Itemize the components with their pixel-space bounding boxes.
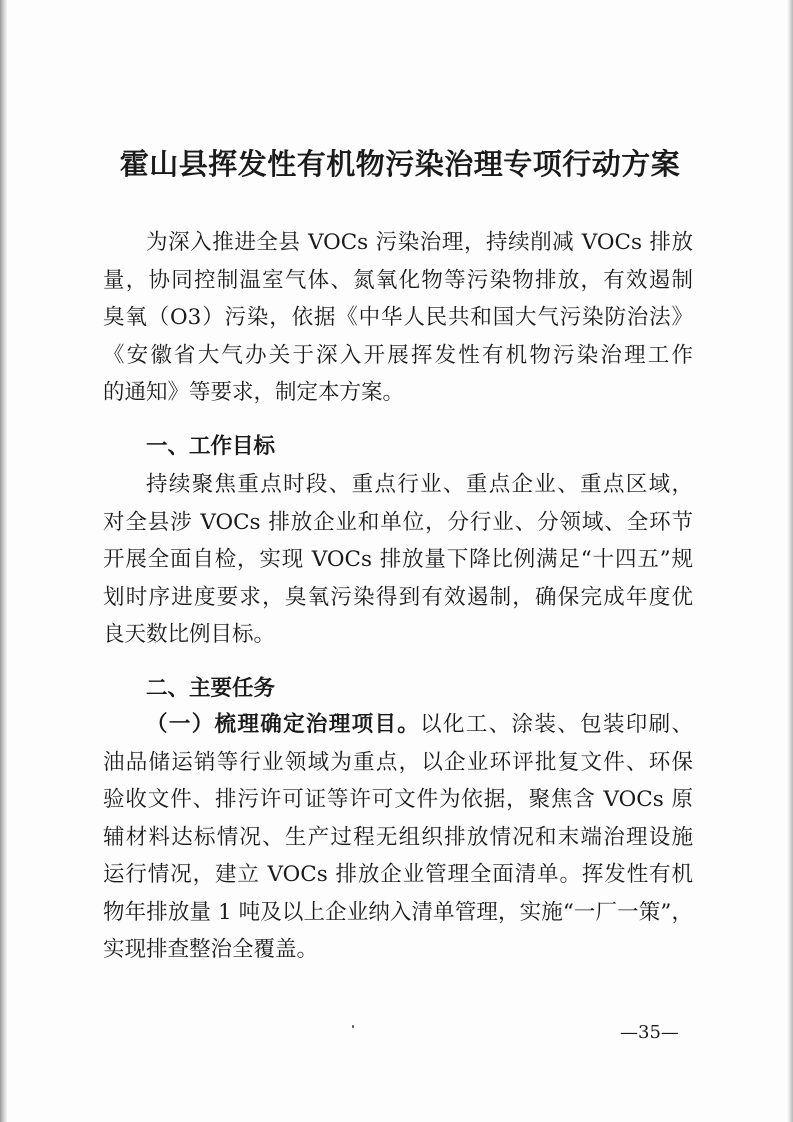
intro-paragraph: [103, 224, 693, 412]
section2-paragraph: [103, 706, 693, 969]
section-heading-main-tasks: 二、主要任务: [146, 676, 276, 701]
scan-edge-left: [0, 0, 7, 1122]
section1-line: 开展全面自检，实现 VOCs 排放量下降比例满足“十四五”规: [103, 547, 693, 572]
section2-line: 物年排放量 1 吨及以上企业纳入清单管理，实施“一厂一策”，: [103, 899, 693, 925]
page-number: —35—: [620, 1022, 679, 1043]
scan-speck: [352, 1025, 354, 1028]
section1-line: 对全县涉 VOCs 排放企业和单位，分行业、分领域、全环节: [103, 509, 693, 535]
section1-line: 划时序进度要求，臭氧污染得到有效遏制，确保完成年度优: [103, 584, 693, 610]
section1-line: 良天数比例目标。: [103, 622, 276, 647]
intro-line: 的通知》等要求，制定本方案。: [103, 380, 405, 405]
section1-line: 持续聚焦重点时段、重点行业、重点企业、重点区域，: [146, 472, 693, 497]
section2-line: 验收文件、排污许可证等许可文件为依据，聚焦含 VOCs 原: [103, 787, 693, 812]
intro-line: 为深入推进全县 VOCs 污染治理，持续削减 VOCs 排放: [146, 230, 693, 255]
item-lead-rest: 以化工、涂装、包装印刷、: [420, 712, 693, 737]
section2-line: 实现排查整治全覆盖。: [103, 937, 319, 962]
section2-first-line: [103, 706, 693, 744]
section2-line: 油品储运销等行业领域为重点，以企业环评批复文件、环保: [103, 749, 693, 775]
section1-paragraph: [103, 466, 693, 654]
intro-line: 《安徽省大气办关于深入开展挥发性有机物污染治理工作: [103, 342, 693, 368]
intro-line: 量，协同控制温室气体、氮氧化物等污染物排放，有效遏制: [103, 267, 693, 293]
document-title: 霍山县挥发性有机物污染治理专项行动方案: [119, 147, 681, 181]
intro-line: 臭氧（O3）污染，依据《中华人民共和国大气污染防治法》: [103, 305, 693, 330]
item-lead-heading: （一）梳理确定治理项目。: [146, 712, 421, 737]
section2-line: 辅材料达标情况、生产过程无组织排放情况和末端治理设施: [103, 824, 693, 850]
section-heading-work-goals: 一、工作目标: [146, 434, 276, 459]
scan-edge-right: [787, 0, 793, 1122]
section2-line: 运行情况，建立 VOCs 排放企业管理全面清单。挥发性有机: [103, 862, 693, 887]
